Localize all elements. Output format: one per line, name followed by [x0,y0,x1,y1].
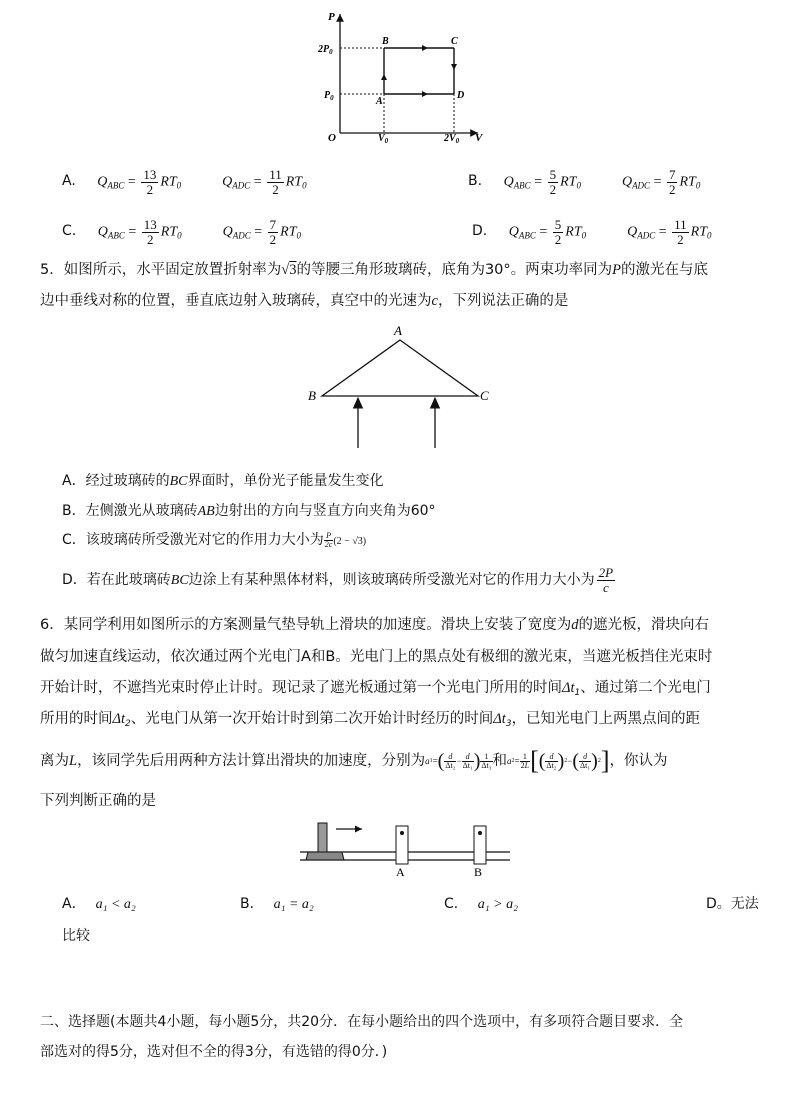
q4-option-a[interactable]: A. $Q_{ABC}$ = $\frac{13}{2}$ $RT_0$ $Q_{ADC}$ = $\frac{11}{2}$ $RT_0$ [62,167,307,197]
formula-a1: a 1 = ( d Δt₂ − d Δt₁ ) 1 Δt₃ [425,750,492,772]
pv-graph [318,8,498,148]
label-origin: O [328,132,336,144]
section2-line2: 部选对的得5分，选对但不全的得3分，有选错的得0分．) [40,1044,388,1060]
q6-option-a[interactable]: A． a₁ < a₂ [62,896,136,912]
q5-stem-line1: 5．如图所示，水平固定放置折射率为√3的等腰三角形玻璃砖，底角为30°。两束功率同为P的激光在与底 [40,262,709,278]
label-v-axis: V [475,132,483,144]
section2-line1: 二、选择题(本题共4小题，每小题5分，共20分．在每小题给出的四个选项中，有多项符合题目要求．全 [40,1014,684,1030]
tri-label-a: A [394,323,402,338]
glass-triangle [322,340,478,396]
q5-option-a[interactable]: A．经过玻璃砖的BC界面时，单份光子能量发生变化 [62,473,384,489]
q6-option-c[interactable]: C． a₁ > a₂ [444,896,518,912]
q6-line3: 开始计时，不遮挡光束时停止计时。现记录了遮光板通过第一个光电门所用的时间$\Delta t_1$、通过第二个光电门 [40,680,711,698]
photogate-b-label: B [474,865,483,878]
photogate-a-label: A [396,865,405,878]
q6-line2: 做匀加速直线运动，依次通过两个光电门A和B。光电门上的黑点处有极细的激光束，当遮光板挡住光束时 [40,649,713,665]
q4-option-d[interactable]: D. $Q_{ABC}$ = $\frac{5}{2}$ $RT_0$ $Q_{ADC}$ = $\frac{11}{2}$ $RT_0$ [472,217,712,247]
q5-stem-line2: 边中垂线对称的位置，垂直底边射入玻璃砖，真空中的光速为c，下列说法正确的是 [40,293,569,309]
label-point-c: C [451,36,458,47]
tri-label-b: B [308,388,316,403]
label-2v0: $2V_0$ [444,133,460,145]
sqrt3: √3 [281,262,297,278]
label-point-d: D [457,90,465,101]
q6-line6: 下列判断正确的是 [40,793,156,809]
label-point-b: B [382,36,389,47]
label-point-a: A [376,96,383,107]
label-v0: $V_0$ [378,133,389,145]
q6-line4: 所用的时间$\Delta t_2$、光电门从第一次开始计时到第二次开始计时经历的时间$\Delta t_3$，已知光电门上两黑点间的距 [40,711,701,729]
slider-block [306,852,344,860]
shade-plate [318,823,327,852]
label-2p0: $2P_0$ [318,44,333,56]
triangle-diagram [300,318,500,458]
label-p0: $P_0$ [324,90,334,102]
q6-line1: 6．某同学利用如图所示的方案测量气垫导轨上滑块的加速度。滑块上安装了宽度为d的遮光板，滑块向右 [40,617,709,633]
q5-option-b[interactable]: B．左侧激光从玻璃砖AB边射出的方向与竖直方向夹角为60° [62,503,436,519]
label-p-axis: P [328,11,335,23]
q4-option-c[interactable]: C. $Q_{ABC}$ = $\frac{13}{2}$ $RT_0$ $Q_{ADC}$ = $\frac{7}{2}$ $RT_0$ [62,217,301,247]
q4-option-b[interactable]: B. $Q_{ABC}$ = $\frac{5}{2}$ $RT_0$ $Q_{ADC}$ = $\frac{7}{2}$ $RT_0$ [468,167,701,197]
q6-line5: 离为 L ，该同学先后用两种方法计算出滑块的加速度，分别为 a 1 = ( d Δt₂ − d Δt₁ ) 1 Δt₃ 和 a 2 = 1 2L [ ( d Δt₂ ) 2 − ( d Δt₁ ) 2 ] ，你认为 [40,746,668,775]
formula-a2: a 2 = 1 2L [ ( d Δt₂ ) 2 − ( d Δt₁ ) 2 ] [507,746,610,775]
q6-option-d-cont: 比较 [62,928,90,944]
q6-option-b[interactable]: B． a₁ = a₂ [240,896,314,912]
q6-option-d[interactable]: D。无法 [706,896,759,912]
tri-label-c: C [480,388,489,403]
air-track-diagram [290,818,515,878]
q5-option-d[interactable]: D．若在此玻璃砖BC边涂上有某种黑体材料，则该玻璃砖所受激光对它的作用力大小为 $\frac{2P}{c}$ [62,565,614,595]
q5-option-c[interactable]: C．该玻璃砖所受激光对它的作用力大小为 $\frac{P}{2c}$ (2 − √3) [62,530,367,549]
